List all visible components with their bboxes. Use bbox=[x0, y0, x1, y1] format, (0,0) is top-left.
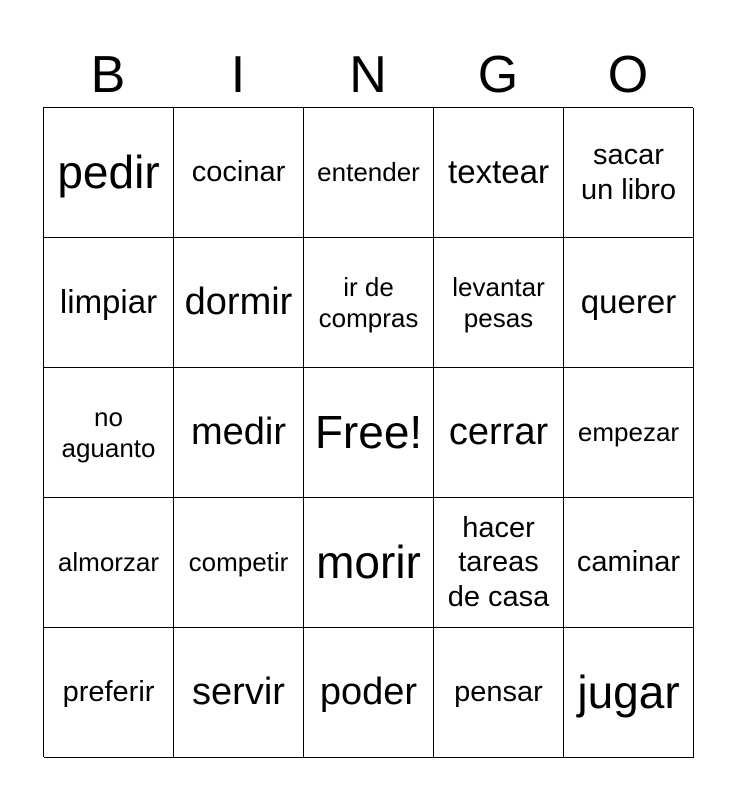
cell-label: poder bbox=[319, 671, 418, 714]
bingo-cell[interactable] bbox=[44, 108, 174, 238]
cell-label: levantar pesas bbox=[452, 271, 545, 333]
bingo-cell[interactable] bbox=[564, 238, 694, 368]
bingo-cell[interactable] bbox=[44, 368, 174, 498]
bingo-header bbox=[43, 42, 693, 108]
bingo-cell[interactable] bbox=[564, 368, 694, 498]
bingo-cell[interactable] bbox=[564, 628, 694, 758]
bingo-cell[interactable] bbox=[174, 628, 304, 758]
bingo-cell[interactable] bbox=[174, 498, 304, 628]
cell-label: ir de compras bbox=[318, 271, 419, 333]
bingo-cell[interactable] bbox=[304, 498, 434, 628]
cell-label: almorzar bbox=[57, 547, 160, 578]
bingo-cell[interactable] bbox=[304, 108, 434, 238]
header-letter-b: B bbox=[90, 46, 126, 104]
cell-label: no aguanto bbox=[61, 401, 156, 463]
free-space-cell[interactable] bbox=[304, 368, 434, 498]
cell-label: competir bbox=[188, 547, 289, 578]
bingo-cell[interactable] bbox=[174, 108, 304, 238]
cell-label: textear bbox=[448, 153, 549, 191]
bingo-cell[interactable] bbox=[44, 628, 174, 758]
bingo-cell[interactable] bbox=[304, 238, 434, 368]
cell-label: entender bbox=[317, 157, 420, 188]
cell-label: dormir bbox=[184, 281, 293, 324]
cell-label: preferir bbox=[62, 676, 155, 709]
header-letter-n: N bbox=[349, 46, 387, 104]
cell-label: morir bbox=[316, 536, 421, 589]
cell-label: caminar bbox=[576, 546, 681, 579]
bingo-cell[interactable] bbox=[174, 238, 304, 368]
header-letter-o: O bbox=[607, 46, 649, 104]
bingo-cell[interactable] bbox=[434, 108, 564, 238]
bingo-cell[interactable] bbox=[434, 238, 564, 368]
cell-label: medir bbox=[190, 411, 287, 454]
free-space-label: Free! bbox=[314, 406, 423, 459]
cell-label: cerrar bbox=[448, 411, 549, 454]
bingo-cell[interactable] bbox=[564, 498, 694, 628]
cell-label: servir bbox=[192, 671, 285, 714]
cell-label: jugar bbox=[577, 666, 680, 719]
bingo-cell[interactable] bbox=[434, 628, 564, 758]
cell-label: pensar bbox=[454, 676, 543, 709]
bingo-board bbox=[43, 107, 693, 757]
cell-label: querer bbox=[580, 283, 677, 321]
header-letter-g: G bbox=[477, 46, 519, 104]
bingo-cell[interactable] bbox=[174, 368, 304, 498]
bingo-cell[interactable] bbox=[564, 108, 694, 238]
cell-label: pedir bbox=[57, 146, 160, 199]
cell-label: limpiar bbox=[59, 283, 158, 321]
cell-label: cocinar bbox=[191, 156, 286, 189]
bingo-cell[interactable] bbox=[434, 498, 564, 628]
header-letter-i: I bbox=[230, 46, 246, 104]
bingo-cell[interactable] bbox=[44, 498, 174, 628]
bingo-cell[interactable] bbox=[44, 238, 174, 368]
bingo-cell[interactable] bbox=[434, 368, 564, 498]
bingo-cell[interactable] bbox=[304, 628, 434, 758]
cell-label: empezar bbox=[577, 417, 680, 448]
cell-label: sacar un libro bbox=[580, 139, 677, 206]
cell-label: hacer tareas de casa bbox=[447, 512, 550, 613]
